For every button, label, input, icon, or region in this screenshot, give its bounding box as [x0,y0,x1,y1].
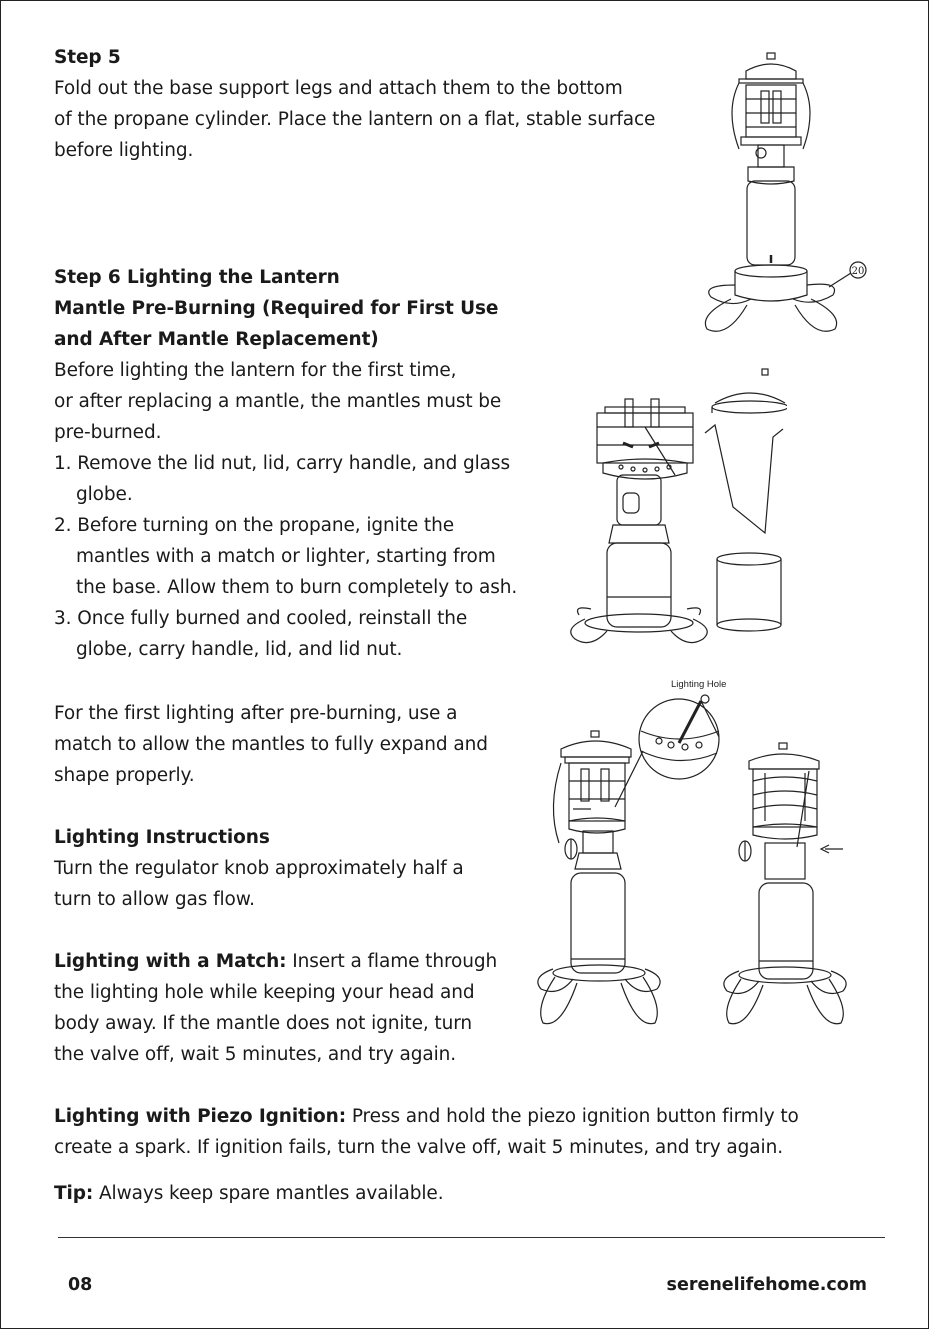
match-section [54,946,497,1070]
step6-subheading: and After Mantle Replacement) [54,329,379,350]
first-lighting-section [54,698,488,791]
website-url: serenelifehome.com [666,1275,867,1295]
lighting-hole-figure [529,677,861,1039]
piezo-first-line [54,1101,799,1132]
step5-section [54,42,655,166]
step6-heading: Step 6 Lighting the Lantern [54,267,340,288]
lighting-instructions-line: turn to allow gas flow. [54,889,255,910]
pre-burn-disassembly-figure [567,367,787,649]
step6-list-line: 2. Before turning on the propane, ignite the [54,515,454,536]
step6-subheading: Mantle Pre-Burning (Required for First Use [54,298,499,319]
footer-divider [58,1237,885,1238]
lighting-instructions-heading: Lighting Instructions [54,827,270,848]
step6-intro-line: or after replacing a mantle, the mantles must be [54,391,502,412]
tip-section [54,1178,444,1209]
lighting-instructions-line: Turn the regulator knob approximately half a [54,858,464,879]
step5-line: of the propane cylinder. Place the lantern on a flat, stable surface [54,109,656,130]
match-text: Insert a flame through [286,951,498,972]
match-line: the lighting hole while keeping your head and [54,982,475,1003]
step5-line: Fold out the base support legs and attach them to the bottom [54,78,623,99]
first-lighting-line: match to allow the mantles to fully expand and [54,734,488,755]
step6-list-line: globe, carry handle, lid, and lid nut. [76,639,403,660]
lighting-hole-label: Lighting Hole [671,679,727,690]
step5-heading: Step 5 [54,47,121,68]
step6-list-line: the base. Allow them to burn completely to ash. [76,577,518,598]
match-line: the valve off, wait 5 minutes, and try again. [54,1044,457,1065]
match-first-line [54,946,497,977]
tip-text: Always keep spare mantles available. [93,1183,444,1204]
step6-intro-line: Before lighting the lantern for the first time, [54,360,457,381]
match-label: Lighting with a Match: [54,951,287,972]
lighting-instructions-section [54,822,464,915]
match-line: body away. If the mantle does not ignite, turn [54,1013,473,1034]
step5-line: before lighting. [54,140,194,161]
page-number: 08 [68,1275,93,1295]
step6-list-line: 1. Remove the lid nut, lid, carry handle, and glass [54,453,511,474]
first-lighting-line: shape properly. [54,765,195,786]
step6-list-line: mantles with a match or lighter, starting from [76,546,496,567]
step6-list-line: 3. Once fully burned and cooled, reinstall the [54,608,468,629]
step6-section [54,262,517,665]
first-lighting-line: For the first lighting after pre-burning, use a [54,703,458,724]
piezo-section [54,1101,799,1163]
piezo-text: Press and hold the piezo ignition button firmly to [346,1106,799,1127]
piezo-line: create a spark. If ignition fails, turn the valve off, wait 5 minutes, and try again. [54,1137,783,1158]
part-callout-number: 20 [851,266,865,277]
tip-label: Tip: [54,1183,94,1204]
step6-list-line: globe. [76,484,133,505]
tip-line [54,1178,444,1209]
lantern-base-assembly-figure [701,49,881,345]
step6-intro-line: pre-burned. [54,422,162,443]
piezo-label: Lighting with Piezo Ignition: [54,1106,347,1127]
